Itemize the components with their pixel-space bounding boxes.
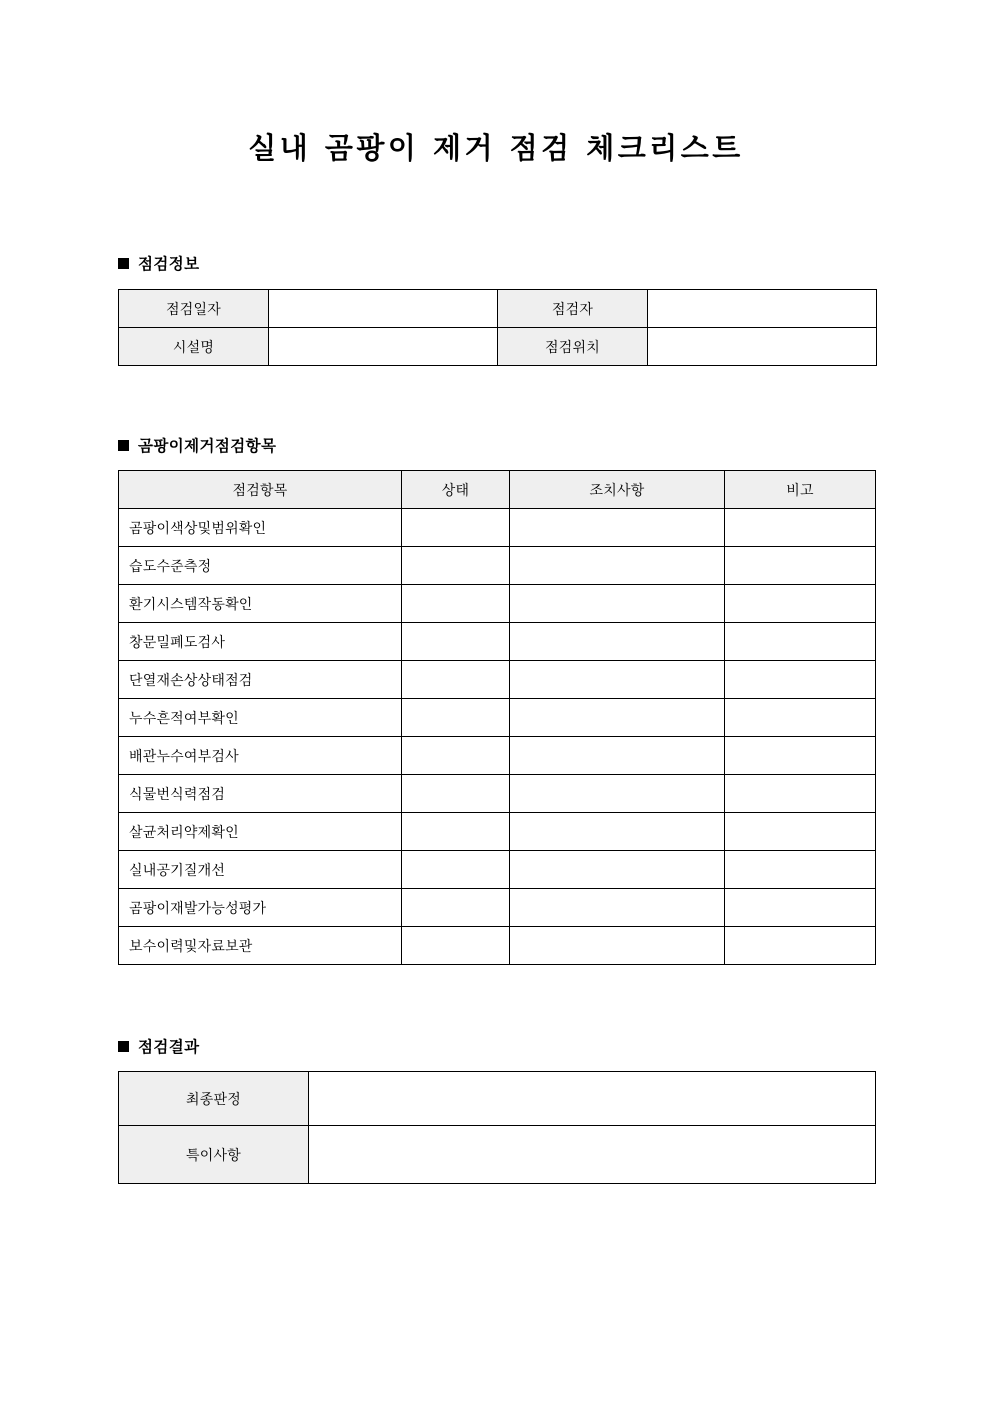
checklist-item-name: 단열재손상상태점검 bbox=[119, 661, 402, 699]
column-header-note: 비고 bbox=[725, 471, 876, 509]
checklist-item-note[interactable] bbox=[725, 927, 876, 965]
checklist-item-action[interactable] bbox=[510, 547, 725, 585]
checklist-item-name: 창문밀폐도검사 bbox=[119, 623, 402, 661]
checklist-item-state[interactable] bbox=[402, 509, 510, 547]
info-label-inspection-date: 점검일자 bbox=[119, 290, 269, 328]
checklist-item-action[interactable] bbox=[510, 585, 725, 623]
checklist-item-name: 배관누수여부검사 bbox=[119, 737, 402, 775]
filled-square-bullet-icon bbox=[118, 440, 129, 451]
table-row bbox=[119, 585, 876, 623]
table-row bbox=[119, 623, 876, 661]
section-heading-checklist-items bbox=[118, 434, 276, 456]
checklist-item-name: 곰팡이재발가능성평가 bbox=[119, 889, 402, 927]
checklist-item-state[interactable] bbox=[402, 547, 510, 585]
result-label-remarks: 특이사항 bbox=[119, 1126, 309, 1184]
checklist-item-name: 곰팡이색상및범위확인 bbox=[119, 509, 402, 547]
result-value-final-judgement[interactable] bbox=[309, 1072, 876, 1126]
table-row bbox=[119, 1126, 876, 1184]
result-label-final-judgement: 최종판정 bbox=[119, 1072, 309, 1126]
table-row bbox=[119, 699, 876, 737]
checklist-item-note[interactable] bbox=[725, 547, 876, 585]
checklist-item-state[interactable] bbox=[402, 585, 510, 623]
checklist-items-table bbox=[118, 470, 876, 965]
section-heading-inspection-result bbox=[118, 1035, 200, 1057]
checklist-item-note[interactable] bbox=[725, 851, 876, 889]
filled-square-bullet-icon bbox=[118, 1041, 129, 1052]
inspection-info-table bbox=[118, 289, 877, 366]
table-row bbox=[119, 851, 876, 889]
checklist-item-note[interactable] bbox=[725, 889, 876, 927]
checklist-item-name: 식물번식력점검 bbox=[119, 775, 402, 813]
table-header-row bbox=[119, 471, 876, 509]
checklist-item-note[interactable] bbox=[725, 623, 876, 661]
checklist-item-state[interactable] bbox=[402, 927, 510, 965]
info-value-inspection-location[interactable] bbox=[648, 328, 877, 366]
section-heading-inspection-info bbox=[118, 252, 200, 274]
checklist-item-name: 습도수준측정 bbox=[119, 547, 402, 585]
checklist-item-state[interactable] bbox=[402, 623, 510, 661]
checklist-item-state[interactable] bbox=[402, 737, 510, 775]
section-heading-label: 점검결과 bbox=[138, 1038, 200, 1056]
checklist-item-note[interactable] bbox=[725, 813, 876, 851]
info-label-inspection-location: 점검위치 bbox=[498, 328, 648, 366]
checklist-item-action[interactable] bbox=[510, 737, 725, 775]
checklist-item-state[interactable] bbox=[402, 661, 510, 699]
inspection-result-table bbox=[118, 1071, 876, 1184]
info-label-facility-name: 시설명 bbox=[119, 328, 269, 366]
checklist-item-action[interactable] bbox=[510, 661, 725, 699]
checklist-item-action[interactable] bbox=[510, 509, 725, 547]
checklist-item-state[interactable] bbox=[402, 813, 510, 851]
info-value-inspector[interactable] bbox=[648, 290, 877, 328]
checklist-item-state[interactable] bbox=[402, 775, 510, 813]
table-row bbox=[119, 290, 877, 328]
checklist-item-name: 보수이력및자료보관 bbox=[119, 927, 402, 965]
column-header-item: 점검항목 bbox=[119, 471, 402, 509]
checklist-item-action[interactable] bbox=[510, 813, 725, 851]
info-value-facility-name[interactable] bbox=[269, 328, 498, 366]
checklist-item-action[interactable] bbox=[510, 927, 725, 965]
checklist-item-state[interactable] bbox=[402, 699, 510, 737]
table-row bbox=[119, 737, 876, 775]
table-row bbox=[119, 547, 876, 585]
table-row bbox=[119, 328, 877, 366]
checklist-item-note[interactable] bbox=[725, 509, 876, 547]
table-row bbox=[119, 813, 876, 851]
table-row bbox=[119, 1072, 876, 1126]
section-heading-label: 점검정보 bbox=[138, 255, 200, 273]
result-value-remarks[interactable] bbox=[309, 1126, 876, 1184]
table-row bbox=[119, 661, 876, 699]
checklist-item-action[interactable] bbox=[510, 699, 725, 737]
filled-square-bullet-icon bbox=[118, 258, 129, 269]
checklist-item-note[interactable] bbox=[725, 775, 876, 813]
checklist-item-action[interactable] bbox=[510, 623, 725, 661]
column-header-state: 상태 bbox=[402, 471, 510, 509]
table-row bbox=[119, 775, 876, 813]
checklist-item-action[interactable] bbox=[510, 851, 725, 889]
checklist-item-name: 누수흔적여부확인 bbox=[119, 699, 402, 737]
info-value-inspection-date[interactable] bbox=[269, 290, 498, 328]
section-heading-label: 곰팡이제거점검항목 bbox=[138, 437, 277, 455]
checklist-item-name: 실내공기질개선 bbox=[119, 851, 402, 889]
checklist-item-name: 살균처리약제확인 bbox=[119, 813, 402, 851]
checklist-item-note[interactable] bbox=[725, 737, 876, 775]
checklist-item-note[interactable] bbox=[725, 699, 876, 737]
checklist-item-action[interactable] bbox=[510, 775, 725, 813]
page-title: 실내 곰팡이 제거 점검 체크리스트 bbox=[248, 131, 744, 165]
info-label-inspector: 점검자 bbox=[498, 290, 648, 328]
checklist-item-state[interactable] bbox=[402, 889, 510, 927]
checklist-item-note[interactable] bbox=[725, 661, 876, 699]
checklist-item-name: 환기시스템작동확인 bbox=[119, 585, 402, 623]
table-row bbox=[119, 509, 876, 547]
table-row bbox=[119, 889, 876, 927]
table-row bbox=[119, 927, 876, 965]
checklist-item-action[interactable] bbox=[510, 889, 725, 927]
column-header-action: 조치사항 bbox=[510, 471, 725, 509]
checklist-item-state[interactable] bbox=[402, 851, 510, 889]
checklist-item-note[interactable] bbox=[725, 585, 876, 623]
